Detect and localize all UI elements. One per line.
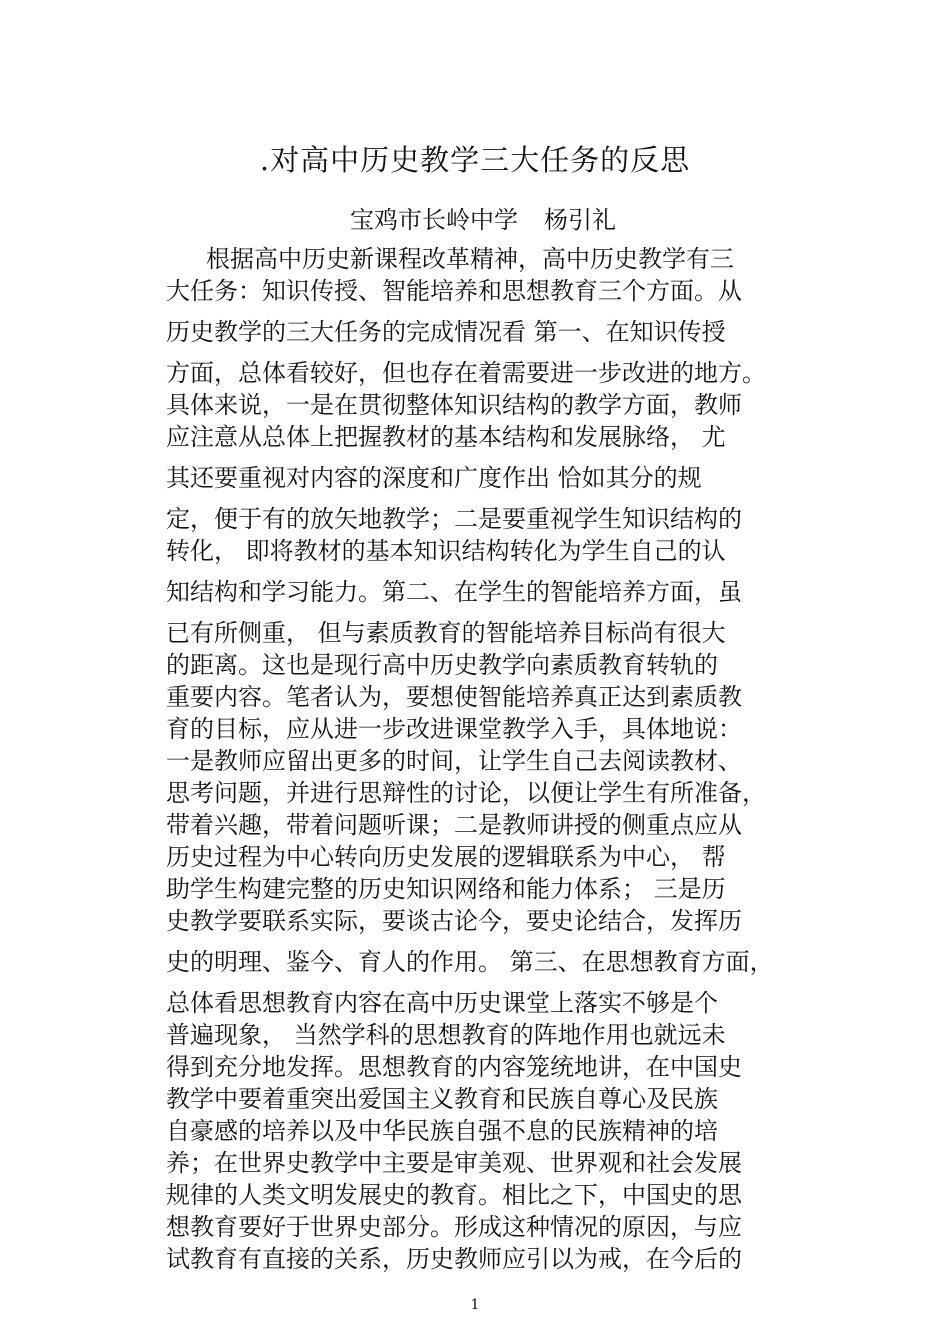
- text-line: 方面，总体看较好，但也存在着需要进一步改进的地方。: [166, 359, 766, 387]
- text-line: 得到充分地发挥。思想教育的内容笼统地讲，在中国史: [166, 1053, 742, 1081]
- text-line: 自豪感的培养以及中华民族自强不息的民族精神的培: [166, 1117, 718, 1145]
- text-line: 根据高中历史新课程改革精神，高中历史教学有三: [206, 245, 734, 273]
- text-line: 史教学要联系实际，要谈古论今，要史论结合，发挥历: [166, 907, 742, 935]
- author-line: [0, 204, 950, 236]
- school-name: 宝鸡市长岭中学: [350, 206, 518, 234]
- text-line: 助学生构建完整的历史知识网络和能力体系； 三是历: [166, 875, 726, 903]
- text-line: 的距离。这也是现行高中历史教学向素质教育转轨的: [166, 651, 718, 679]
- text-line: 想教育要好于世界史部分。形成这种情况的原因，与应: [166, 1213, 742, 1241]
- document-title: .对高中历史教学三大任务的反思: [259, 143, 691, 177]
- text-line: 规律的人类文明发展史的教育。相比之下，中国史的思: [166, 1181, 742, 1209]
- text-line: 育的目标，应从进一步改进课堂教学入手，具体地说：: [166, 715, 742, 743]
- text-line: 总体看思想教育内容在高中历史课堂上落实不够是个: [166, 989, 718, 1017]
- text-line: 重要内容。笔者认为，要想使智能培养真正达到素质教: [166, 683, 742, 711]
- text-line: 其还要重视对内容的深度和广度作出 恰如其分的规: [166, 464, 702, 492]
- text-line: 转化， 即将教材的基本知识结构转化为学生自己的认: [166, 537, 726, 565]
- text-line: 试教育有直接的关系，历史教师应引以为戒，在今后的: [166, 1245, 742, 1273]
- text-line: 定，便于有的放矢地教学；二是要重视学生知识结构的: [166, 505, 742, 533]
- text-line: 历史过程为中心转向历史发展的逻辑联系为中心， 帮: [166, 843, 726, 871]
- text-line: 已有所侧重， 但与素质教育的智能培养目标尚有很大: [166, 619, 726, 647]
- text-line: 思考问题，并进行思辩性的讨论，以便让学生有所准备，: [166, 779, 766, 807]
- text-line: 应注意从总体上把握教材的基本结构和发展脉络， 尤: [166, 423, 726, 451]
- text-line: 一是教师应留出更多的时间，让学生自己去阅读教材、: [166, 747, 742, 775]
- author-name: 杨引礼: [544, 206, 616, 234]
- text-line: 带着兴趣，带着问题听课；二是教师讲授的侧重点应从: [166, 811, 742, 839]
- text-line: 养；在世界史教学中主要是审美观、世界观和社会发展: [166, 1149, 742, 1177]
- text-line: 历史教学的三大任务的完成情况看 第一、在知识传授: [166, 318, 726, 346]
- text-line: 普遍现象， 当然学科的思想教育的阵地作用也就远未: [166, 1021, 726, 1049]
- text-line: 教学中要着重突出爱国主义教育和民族自尊心及民族: [166, 1085, 718, 1113]
- text-line: 大任务：知识传授、智能培养和思想教育三个方面。从: [166, 277, 742, 305]
- page-number: 1: [470, 1297, 480, 1313]
- text-line: 史的明理、鉴今、育人的作用。 第三、在思想教育方面，: [166, 948, 774, 976]
- text-line: 知结构和学习能力。第二、在学生的智能培养方面，虽: [166, 578, 742, 606]
- text-line: 具体来说，一是在贯彻整体知识结构的教学方面，教师: [166, 391, 742, 419]
